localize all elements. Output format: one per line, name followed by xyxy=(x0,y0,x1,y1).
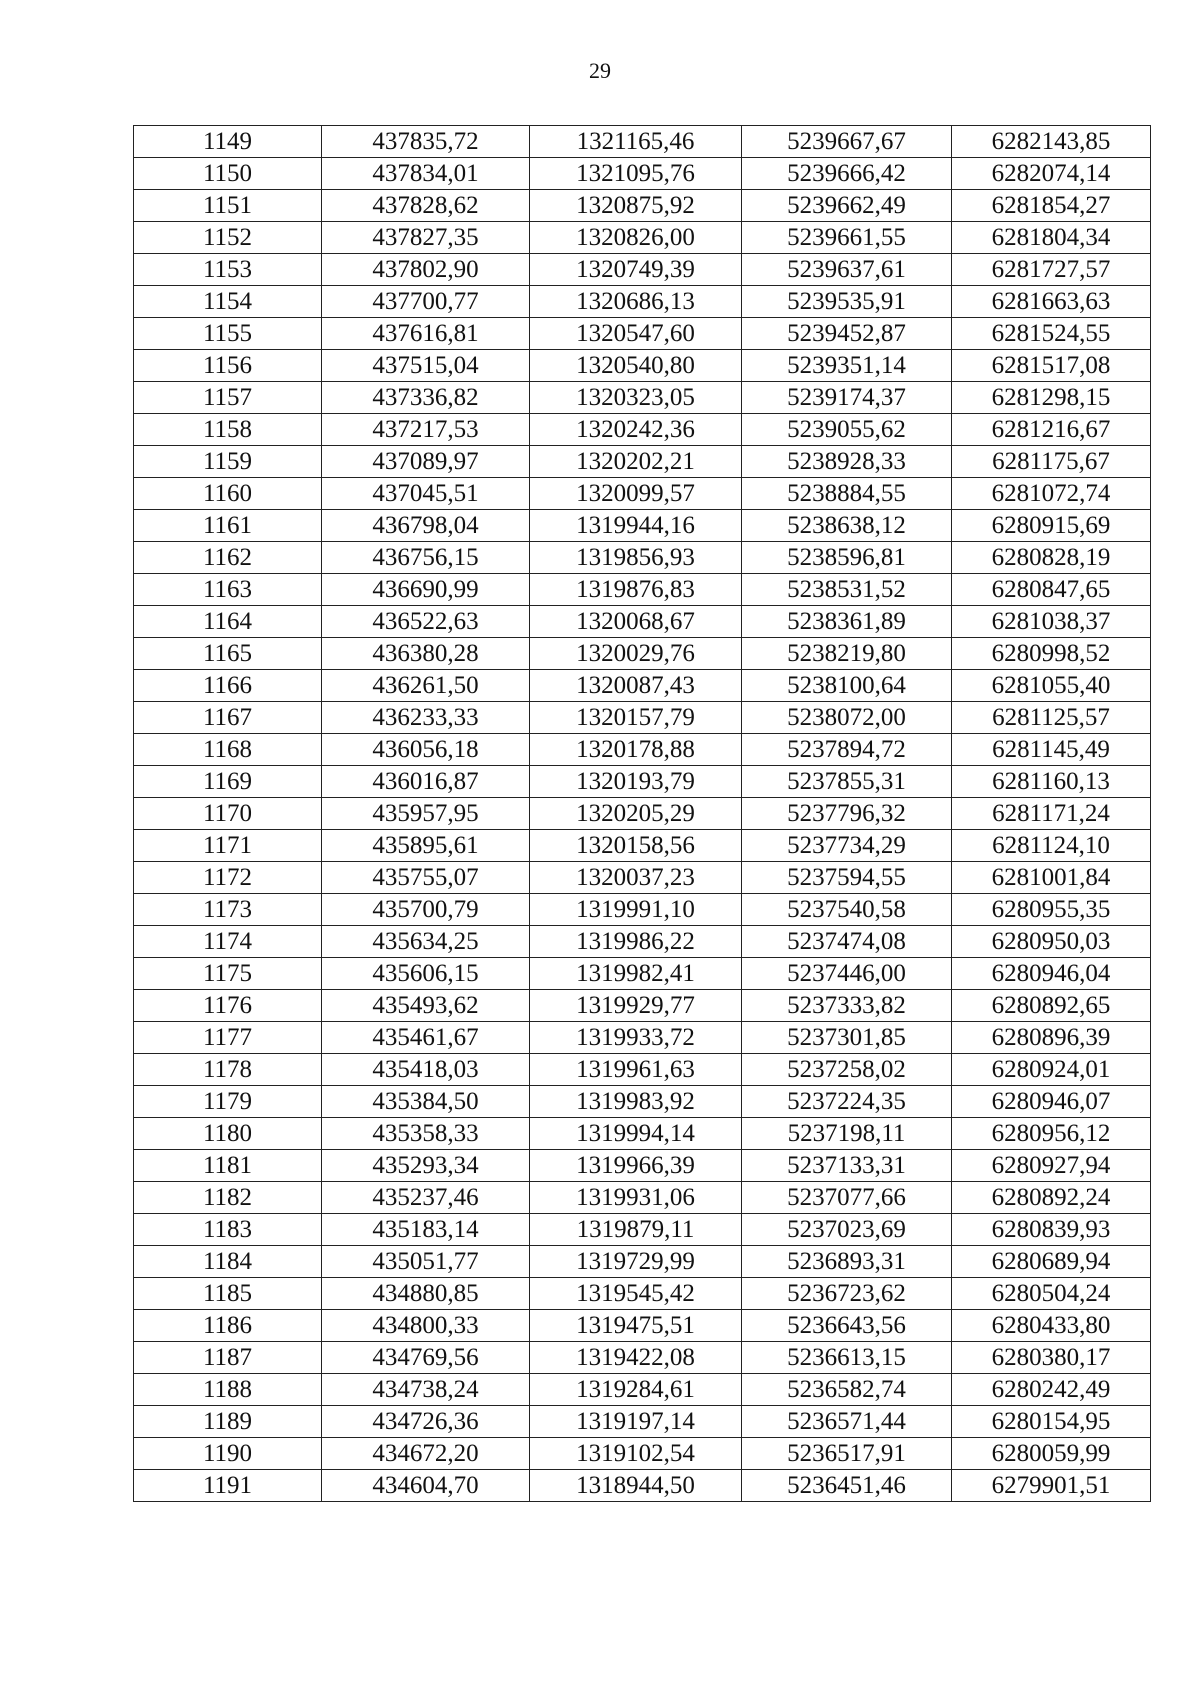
coordinate-cell: 436261,50 xyxy=(322,670,530,702)
coordinate-cell: 1319879,11 xyxy=(530,1214,742,1246)
coordinate-cell: 435634,25 xyxy=(322,926,530,958)
point-number-cell: 1151 xyxy=(134,190,322,222)
point-number-cell: 1191 xyxy=(134,1470,322,1502)
table-row xyxy=(134,126,1151,158)
coordinate-cell: 1318944,50 xyxy=(530,1470,742,1502)
coordinate-cell: 437616,81 xyxy=(322,318,530,350)
table-row xyxy=(134,1118,1151,1150)
point-number-cell: 1173 xyxy=(134,894,322,926)
coordinate-cell: 5237333,82 xyxy=(742,990,952,1022)
coordinate-cell: 6280504,24 xyxy=(952,1278,1151,1310)
coordinate-cell: 1319422,08 xyxy=(530,1342,742,1374)
table-row xyxy=(134,1310,1151,1342)
coordinate-cell: 5238884,55 xyxy=(742,478,952,510)
coordinate-cell: 6280847,65 xyxy=(952,574,1151,606)
coordinate-cell: 436233,33 xyxy=(322,702,530,734)
coordinate-cell: 437835,72 xyxy=(322,126,530,158)
point-number-cell: 1154 xyxy=(134,286,322,318)
coordinate-cell: 6280950,03 xyxy=(952,926,1151,958)
table-row xyxy=(134,1214,1151,1246)
coordinate-cell: 5238928,33 xyxy=(742,446,952,478)
coordinate-cell: 1320540,80 xyxy=(530,350,742,382)
coordinate-cell: 5237446,00 xyxy=(742,958,952,990)
table-row xyxy=(134,1054,1151,1086)
coordinate-cell: 434726,36 xyxy=(322,1406,530,1438)
point-number-cell: 1164 xyxy=(134,606,322,638)
coordinate-cell: 5239174,37 xyxy=(742,382,952,414)
table-row xyxy=(134,798,1151,830)
coordinate-cell: 6282143,85 xyxy=(952,126,1151,158)
point-number-cell: 1189 xyxy=(134,1406,322,1438)
coordinate-cell: 5237894,72 xyxy=(742,734,952,766)
coordinate-cell: 1319545,42 xyxy=(530,1278,742,1310)
table-row xyxy=(134,990,1151,1022)
coordinate-cell: 5238219,80 xyxy=(742,638,952,670)
coordinate-cell: 435418,03 xyxy=(322,1054,530,1086)
coordinate-cell: 5237133,31 xyxy=(742,1150,952,1182)
table-row xyxy=(134,734,1151,766)
coordinate-cell: 5239661,55 xyxy=(742,222,952,254)
coordinate-cell: 5236643,56 xyxy=(742,1310,952,1342)
coordinate-cell: 5237474,08 xyxy=(742,926,952,958)
coordinate-cell: 6281124,10 xyxy=(952,830,1151,862)
coordinate-cell: 1320205,29 xyxy=(530,798,742,830)
coordinate-cell: 1319931,06 xyxy=(530,1182,742,1214)
coordinate-cell: 6280915,69 xyxy=(952,510,1151,542)
table-row xyxy=(134,446,1151,478)
coordinate-cell: 1319284,61 xyxy=(530,1374,742,1406)
table-row xyxy=(134,958,1151,990)
coordinate-cell: 6281072,74 xyxy=(952,478,1151,510)
coordinate-cell: 435183,14 xyxy=(322,1214,530,1246)
point-number-cell: 1150 xyxy=(134,158,322,190)
coordinate-cell: 6280839,93 xyxy=(952,1214,1151,1246)
coordinate-cell: 1320686,13 xyxy=(530,286,742,318)
table-row xyxy=(134,766,1151,798)
coordinate-cell: 437217,53 xyxy=(322,414,530,446)
coordinate-cell: 1320158,56 xyxy=(530,830,742,862)
coordinate-cell: 5239535,91 xyxy=(742,286,952,318)
table-row xyxy=(134,478,1151,510)
coordinate-cell: 434880,85 xyxy=(322,1278,530,1310)
coordinate-cell: 1319729,99 xyxy=(530,1246,742,1278)
coordinate-cell: 6280059,99 xyxy=(952,1438,1151,1470)
coordinate-cell: 437336,82 xyxy=(322,382,530,414)
point-number-cell: 1181 xyxy=(134,1150,322,1182)
point-number-cell: 1190 xyxy=(134,1438,322,1470)
table-row xyxy=(134,1182,1151,1214)
table-row xyxy=(134,606,1151,638)
coordinate-cell: 437834,01 xyxy=(322,158,530,190)
coordinate-cell: 5236517,91 xyxy=(742,1438,952,1470)
coordinate-cell: 1319982,41 xyxy=(530,958,742,990)
coordinate-cell: 6280955,35 xyxy=(952,894,1151,926)
coordinate-cell: 6281517,08 xyxy=(952,350,1151,382)
table-row xyxy=(134,702,1151,734)
coordinate-cell: 5237734,29 xyxy=(742,830,952,862)
coordinate-cell: 437515,04 xyxy=(322,350,530,382)
point-number-cell: 1168 xyxy=(134,734,322,766)
coordinate-cell: 5237077,66 xyxy=(742,1182,952,1214)
coordinate-cell: 1320029,76 xyxy=(530,638,742,670)
coordinate-cell: 1319991,10 xyxy=(530,894,742,926)
point-number-cell: 1186 xyxy=(134,1310,322,1342)
coordinate-cell: 6281804,34 xyxy=(952,222,1151,254)
coordinate-cell: 1320749,39 xyxy=(530,254,742,286)
coordinate-cell: 6281175,67 xyxy=(952,446,1151,478)
coordinate-cell: 1320193,79 xyxy=(530,766,742,798)
coordinates-table-body xyxy=(134,126,1151,1502)
coordinate-cell: 1319961,63 xyxy=(530,1054,742,1086)
table-row xyxy=(134,894,1151,926)
point-number-cell: 1180 xyxy=(134,1118,322,1150)
coordinate-cell: 1320178,88 xyxy=(530,734,742,766)
point-number-cell: 1167 xyxy=(134,702,322,734)
coordinate-cell: 5237258,02 xyxy=(742,1054,952,1086)
coordinate-cell: 1319102,54 xyxy=(530,1438,742,1470)
coordinate-cell: 6280946,07 xyxy=(952,1086,1151,1118)
coordinate-cell: 435700,79 xyxy=(322,894,530,926)
point-number-cell: 1172 xyxy=(134,862,322,894)
point-number-cell: 1156 xyxy=(134,350,322,382)
table-row xyxy=(134,222,1151,254)
table-row xyxy=(134,1406,1151,1438)
coordinate-cell: 435358,33 xyxy=(322,1118,530,1150)
coordinate-cell: 1319876,83 xyxy=(530,574,742,606)
coordinate-cell: 5239055,62 xyxy=(742,414,952,446)
coordinate-cell: 435493,62 xyxy=(322,990,530,1022)
point-number-cell: 1183 xyxy=(134,1214,322,1246)
coordinate-cell: 435293,34 xyxy=(322,1150,530,1182)
table-row xyxy=(134,670,1151,702)
coordinate-cell: 5238100,64 xyxy=(742,670,952,702)
coordinate-cell: 434769,56 xyxy=(322,1342,530,1374)
coordinate-cell: 437828,62 xyxy=(322,190,530,222)
coordinate-cell: 6281171,24 xyxy=(952,798,1151,830)
coordinate-cell: 434738,24 xyxy=(322,1374,530,1406)
coordinate-cell: 5239637,61 xyxy=(742,254,952,286)
coordinate-cell: 1320323,05 xyxy=(530,382,742,414)
coordinate-cell: 6280689,94 xyxy=(952,1246,1151,1278)
point-number-cell: 1179 xyxy=(134,1086,322,1118)
table-row xyxy=(134,542,1151,574)
point-number-cell: 1161 xyxy=(134,510,322,542)
coordinate-cell: 1319983,92 xyxy=(530,1086,742,1118)
coordinate-cell: 436798,04 xyxy=(322,510,530,542)
table-row xyxy=(134,638,1151,670)
table-row xyxy=(134,1086,1151,1118)
coordinate-cell: 6280154,95 xyxy=(952,1406,1151,1438)
coordinate-cell: 6281524,55 xyxy=(952,318,1151,350)
coordinate-cell: 435461,67 xyxy=(322,1022,530,1054)
table-row xyxy=(134,1470,1151,1502)
point-number-cell: 1157 xyxy=(134,382,322,414)
coordinate-cell: 5237540,58 xyxy=(742,894,952,926)
coordinate-cell: 5239351,14 xyxy=(742,350,952,382)
coordinate-cell: 6281160,13 xyxy=(952,766,1151,798)
coordinate-cell: 5237594,55 xyxy=(742,862,952,894)
coordinate-cell: 436522,63 xyxy=(322,606,530,638)
point-number-cell: 1187 xyxy=(134,1342,322,1374)
table-row xyxy=(134,190,1151,222)
coordinate-cell: 6281055,40 xyxy=(952,670,1151,702)
coordinate-cell: 1320099,57 xyxy=(530,478,742,510)
coordinate-cell: 436690,99 xyxy=(322,574,530,606)
point-number-cell: 1170 xyxy=(134,798,322,830)
table-row xyxy=(134,574,1151,606)
table-row xyxy=(134,1150,1151,1182)
point-number-cell: 1174 xyxy=(134,926,322,958)
coordinate-cell: 5239662,49 xyxy=(742,190,952,222)
coordinate-cell: 5236613,15 xyxy=(742,1342,952,1374)
coordinate-cell: 5238531,52 xyxy=(742,574,952,606)
coordinate-cell: 5238072,00 xyxy=(742,702,952,734)
point-number-cell: 1162 xyxy=(134,542,322,574)
table-row xyxy=(134,414,1151,446)
coordinate-cell: 435755,07 xyxy=(322,862,530,894)
coordinate-cell: 5236451,46 xyxy=(742,1470,952,1502)
coordinate-cell: 1319929,77 xyxy=(530,990,742,1022)
coordinate-cell: 1320547,60 xyxy=(530,318,742,350)
point-number-cell: 1175 xyxy=(134,958,322,990)
coordinate-cell: 5236571,44 xyxy=(742,1406,952,1438)
table-row xyxy=(134,382,1151,414)
coordinate-cell: 5239667,67 xyxy=(742,126,952,158)
coordinate-cell: 435051,77 xyxy=(322,1246,530,1278)
table-row xyxy=(134,318,1151,350)
coordinate-cell: 5238361,89 xyxy=(742,606,952,638)
coordinate-cell: 5237224,35 xyxy=(742,1086,952,1118)
coordinate-cell: 5237855,31 xyxy=(742,766,952,798)
coordinate-cell: 6281854,27 xyxy=(952,190,1151,222)
point-number-cell: 1160 xyxy=(134,478,322,510)
coordinate-cell: 6280998,52 xyxy=(952,638,1151,670)
point-number-cell: 1184 xyxy=(134,1246,322,1278)
coordinate-cell: 1320037,23 xyxy=(530,862,742,894)
coordinate-cell: 437089,97 xyxy=(322,446,530,478)
table-row xyxy=(134,1246,1151,1278)
coordinate-cell: 1320202,21 xyxy=(530,446,742,478)
table-row xyxy=(134,862,1151,894)
coordinate-cell: 434672,20 xyxy=(322,1438,530,1470)
coordinate-cell: 5239452,87 xyxy=(742,318,952,350)
table-row xyxy=(134,926,1151,958)
table-row xyxy=(134,350,1151,382)
coordinate-cell: 436756,15 xyxy=(322,542,530,574)
coordinate-cell: 6280828,19 xyxy=(952,542,1151,574)
coordinate-cell: 435384,50 xyxy=(322,1086,530,1118)
coordinate-cell: 5236723,62 xyxy=(742,1278,952,1310)
point-number-cell: 1177 xyxy=(134,1022,322,1054)
coordinate-cell: 1319966,39 xyxy=(530,1150,742,1182)
coordinate-cell: 436056,18 xyxy=(322,734,530,766)
coordinate-cell: 1319994,14 xyxy=(530,1118,742,1150)
point-number-cell: 1155 xyxy=(134,318,322,350)
coordinate-cell: 6281145,49 xyxy=(952,734,1151,766)
point-number-cell: 1176 xyxy=(134,990,322,1022)
coordinate-cell: 5238596,81 xyxy=(742,542,952,574)
coordinate-cell: 5237198,11 xyxy=(742,1118,952,1150)
coordinate-cell: 435895,61 xyxy=(322,830,530,862)
coordinate-cell: 5236582,74 xyxy=(742,1374,952,1406)
coordinate-cell: 1319933,72 xyxy=(530,1022,742,1054)
point-number-cell: 1158 xyxy=(134,414,322,446)
coordinate-cell: 437802,90 xyxy=(322,254,530,286)
coordinate-cell: 434604,70 xyxy=(322,1470,530,1502)
coordinate-cell: 6280946,04 xyxy=(952,958,1151,990)
point-number-cell: 1171 xyxy=(134,830,322,862)
table-row xyxy=(134,510,1151,542)
coordinate-cell: 5239666,42 xyxy=(742,158,952,190)
point-number-cell: 1149 xyxy=(134,126,322,158)
coordinate-cell: 6282074,14 xyxy=(952,158,1151,190)
table-row xyxy=(134,1278,1151,1310)
coordinate-cell: 1321165,46 xyxy=(530,126,742,158)
coordinate-cell: 5237796,32 xyxy=(742,798,952,830)
coordinate-cell: 1319944,16 xyxy=(530,510,742,542)
point-number-cell: 1165 xyxy=(134,638,322,670)
coordinate-cell: 1320157,79 xyxy=(530,702,742,734)
coordinate-cell: 436380,28 xyxy=(322,638,530,670)
coordinate-cell: 436016,87 xyxy=(322,766,530,798)
coordinate-cell: 437700,77 xyxy=(322,286,530,318)
point-number-cell: 1185 xyxy=(134,1278,322,1310)
coordinate-cell: 435957,95 xyxy=(322,798,530,830)
point-number-cell: 1166 xyxy=(134,670,322,702)
coordinate-cell: 6281038,37 xyxy=(952,606,1151,638)
coordinate-cell: 6281298,15 xyxy=(952,382,1151,414)
coordinate-cell: 6281001,84 xyxy=(952,862,1151,894)
coordinate-cell: 435606,15 xyxy=(322,958,530,990)
table-row xyxy=(134,158,1151,190)
coordinate-cell: 1321095,76 xyxy=(530,158,742,190)
coordinate-cell: 1319475,51 xyxy=(530,1310,742,1342)
coordinate-cell: 6280433,80 xyxy=(952,1310,1151,1342)
point-number-cell: 1178 xyxy=(134,1054,322,1086)
coordinate-cell: 6281125,57 xyxy=(952,702,1151,734)
coordinate-cell: 1319986,22 xyxy=(530,926,742,958)
coordinate-cell: 1319856,93 xyxy=(530,542,742,574)
coordinate-cell: 6280896,39 xyxy=(952,1022,1151,1054)
coordinate-cell: 5238638,12 xyxy=(742,510,952,542)
point-number-cell: 1169 xyxy=(134,766,322,798)
table-row xyxy=(134,1374,1151,1406)
coordinates-table xyxy=(133,125,1151,1502)
coordinate-cell: 6280242,49 xyxy=(952,1374,1151,1406)
coordinate-cell: 6280892,65 xyxy=(952,990,1151,1022)
table-row xyxy=(134,1022,1151,1054)
coordinate-cell: 5237301,85 xyxy=(742,1022,952,1054)
coordinate-cell: 437827,35 xyxy=(322,222,530,254)
page-number: 29 xyxy=(589,58,611,83)
coordinate-cell: 6280956,12 xyxy=(952,1118,1151,1150)
coordinate-cell: 6281727,57 xyxy=(952,254,1151,286)
table-row xyxy=(134,286,1151,318)
coordinate-cell: 1320068,67 xyxy=(530,606,742,638)
coordinate-cell: 6280380,17 xyxy=(952,1342,1151,1374)
table-row xyxy=(134,830,1151,862)
table-row xyxy=(134,1342,1151,1374)
coordinate-cell: 1320826,00 xyxy=(530,222,742,254)
coordinate-cell: 6280924,01 xyxy=(952,1054,1151,1086)
coordinate-cell: 6281216,67 xyxy=(952,414,1151,446)
coordinate-cell: 1320087,43 xyxy=(530,670,742,702)
coordinate-cell: 5236893,31 xyxy=(742,1246,952,1278)
point-number-cell: 1159 xyxy=(134,446,322,478)
coordinate-cell: 6279901,51 xyxy=(952,1470,1151,1502)
coordinate-cell: 1320875,92 xyxy=(530,190,742,222)
coordinate-cell: 435237,46 xyxy=(322,1182,530,1214)
coordinate-cell: 434800,33 xyxy=(322,1310,530,1342)
table-row xyxy=(134,1438,1151,1470)
coordinate-cell: 6281663,63 xyxy=(952,286,1151,318)
point-number-cell: 1153 xyxy=(134,254,322,286)
coordinate-cell: 6280892,24 xyxy=(952,1182,1151,1214)
point-number-cell: 1182 xyxy=(134,1182,322,1214)
table-row xyxy=(134,254,1151,286)
coordinate-cell: 1320242,36 xyxy=(530,414,742,446)
point-number-cell: 1152 xyxy=(134,222,322,254)
coordinate-cell: 5237023,69 xyxy=(742,1214,952,1246)
point-number-cell: 1188 xyxy=(134,1374,322,1406)
coordinate-cell: 437045,51 xyxy=(322,478,530,510)
coordinate-cell: 6280927,94 xyxy=(952,1150,1151,1182)
coordinate-cell: 1319197,14 xyxy=(530,1406,742,1438)
point-number-cell: 1163 xyxy=(134,574,322,606)
